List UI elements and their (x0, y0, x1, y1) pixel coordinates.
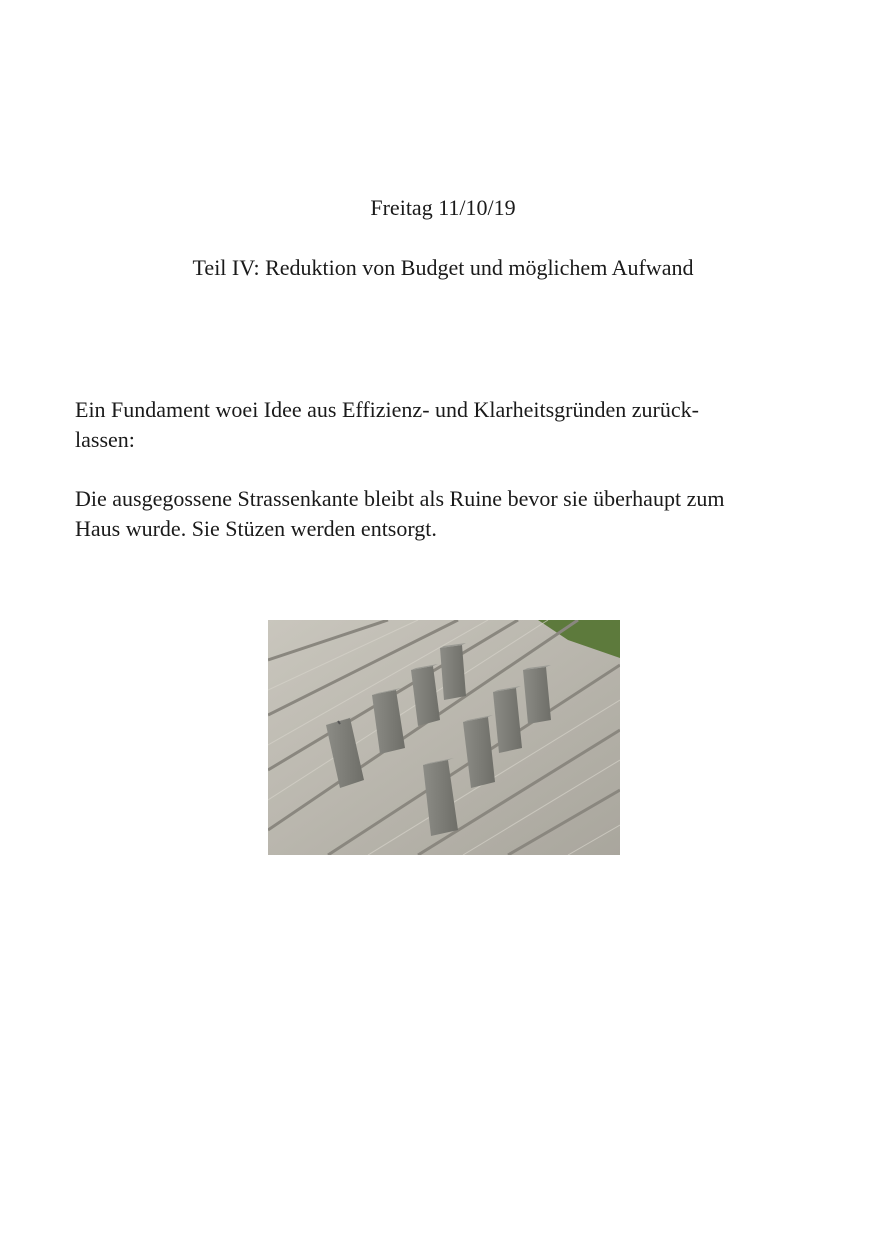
paragraph-1-line-1: Ein Fundament woei Idee aus Effizienz- und Klarheitsgründen zurück- (75, 397, 699, 422)
paragraph-ruin (75, 484, 815, 544)
photo-illustration (268, 620, 620, 855)
paragraph-2-line-2: Haus wurde. Sie Stüzen werden entsorgt. (75, 516, 437, 541)
paragraph-foundation (75, 395, 815, 455)
page-subtitle: Teil IV: Reduktion von Budget und möglichem Aufwand (192, 255, 694, 280)
photo-concrete-pillars (268, 620, 620, 855)
page-date: Freitag 11/10/19 (370, 195, 516, 220)
pillar (440, 643, 466, 700)
paragraph-1-line-2: lassen: (75, 427, 135, 452)
paragraph-2-line-1: Die ausgegossene Strassenkante bleibt als Ruine bevor sie überhaupt zum (75, 486, 725, 511)
